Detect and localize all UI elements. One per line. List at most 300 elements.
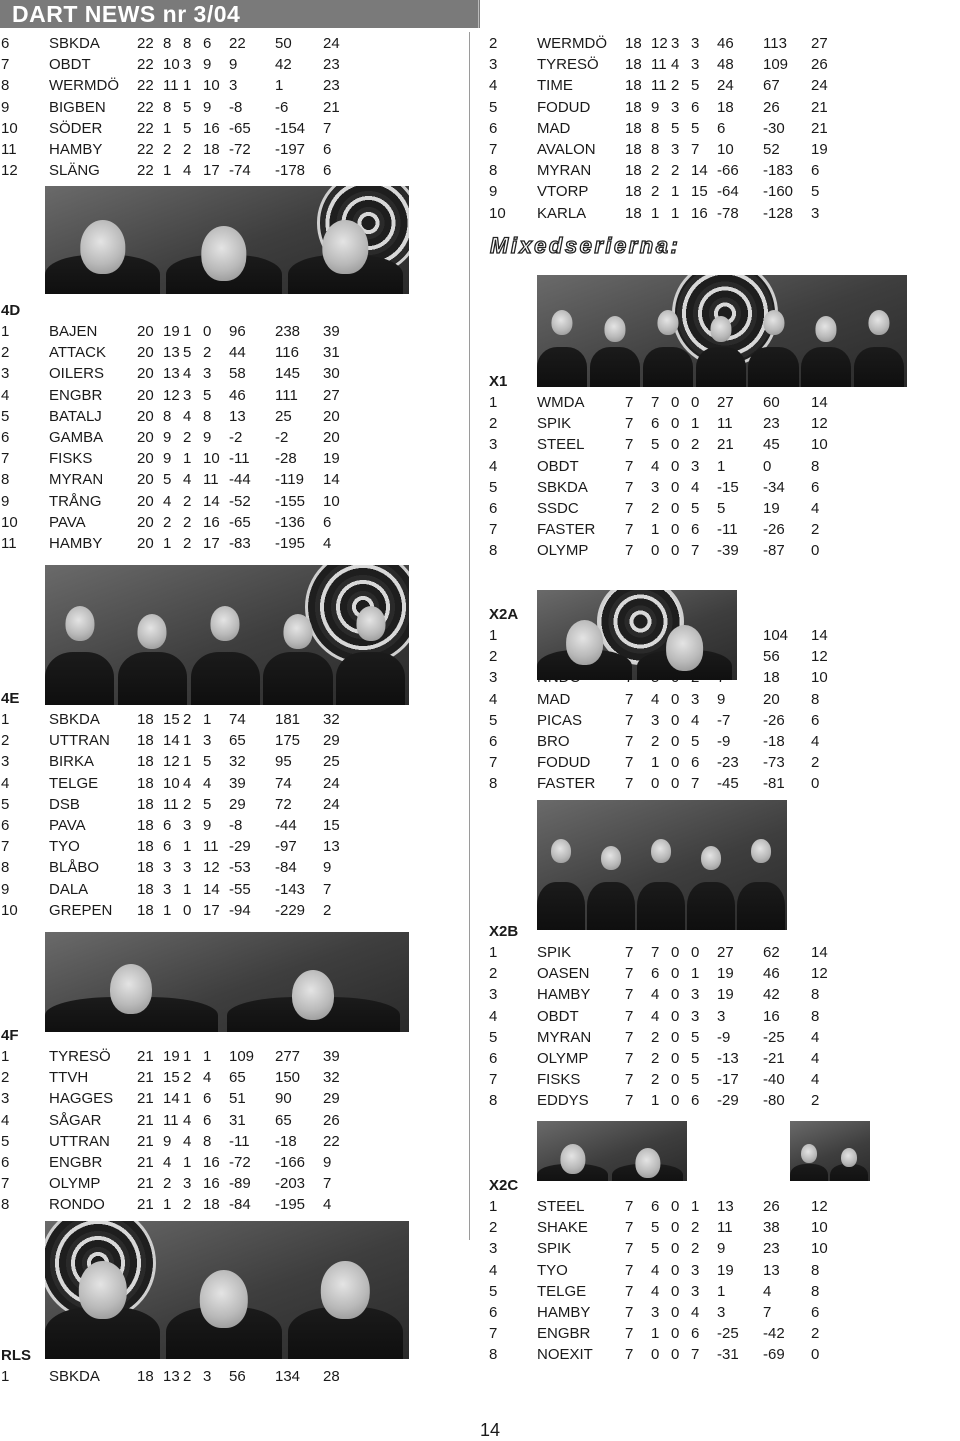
table-row (489, 75, 841, 96)
table-cell: 6 (651, 415, 660, 433)
table-cell: 6 (1, 1154, 10, 1172)
table-cell: -42 (763, 1325, 785, 1343)
table-cell: 4 (811, 1071, 820, 1089)
table-cell: 2 (811, 754, 820, 772)
table-cell: 4 (691, 711, 700, 729)
table-cell: 21 (137, 1154, 154, 1172)
table-cell: -17 (717, 1071, 739, 1089)
face (651, 839, 671, 863)
table-cell: 13 (323, 838, 340, 856)
table-cell: 8 (1, 77, 10, 95)
table-cell: 20 (137, 429, 154, 447)
table-cell: 13 (229, 407, 246, 425)
table-cell: FISKS (537, 1071, 581, 1089)
table-cell: 14 (811, 627, 828, 645)
table-row (489, 984, 841, 1005)
table-cell: 21 (137, 1090, 154, 1108)
table-cell: 39 (229, 774, 246, 792)
table-row (1, 1152, 353, 1173)
table-cell: 2 (651, 1028, 660, 1046)
table-cell: -83 (229, 534, 251, 552)
table-cell: 14 (203, 880, 220, 898)
table-row (1, 160, 353, 181)
face (323, 220, 368, 274)
torso (687, 882, 735, 931)
person-silhouette (587, 823, 635, 930)
table-cell: OLYMP (537, 542, 589, 560)
table-cell: 65 (229, 1069, 246, 1087)
table-cell: 1 (163, 162, 172, 180)
table-cell: SBKDA (49, 35, 100, 53)
table-cell: 24 (811, 77, 828, 95)
table-cell: 0 (671, 965, 680, 983)
table-cell: 18 (137, 774, 154, 792)
table-cell: 0 (671, 478, 680, 496)
team-photo-1 (45, 186, 409, 294)
table-cell: 5 (489, 711, 498, 729)
table-row (1, 773, 353, 794)
table-cell: 8 (651, 119, 660, 137)
table-cell: 9 (203, 429, 212, 447)
table-cell: 5 (811, 183, 820, 201)
table-cell: 1 (489, 627, 498, 645)
table-cell: 9 (203, 98, 212, 116)
table-cell: -65 (229, 513, 251, 531)
table-cell: 9 (651, 98, 660, 116)
table-cell: OBDT (49, 56, 91, 74)
table-row (1, 857, 353, 878)
table-cell: 7 (625, 944, 634, 962)
table-cell: BAJEN (49, 323, 98, 341)
table-cell: 27 (811, 35, 828, 53)
table-cell: -178 (275, 162, 306, 180)
table-cell: -53 (229, 859, 251, 877)
table-cell: 2 (691, 436, 700, 454)
table-cell: 8 (163, 407, 172, 425)
person-silhouette (166, 207, 281, 294)
table-cell: 12 (811, 965, 828, 983)
torso (801, 347, 851, 387)
table-row (1, 469, 353, 490)
table-cell: 10 (811, 436, 828, 454)
table-cell: 12 (1, 162, 18, 180)
table-cell: 56 (763, 648, 780, 666)
table-cell: 11 (1, 141, 17, 159)
table-cell: 3 (1, 753, 10, 771)
table-cell: 46 (229, 386, 246, 404)
table-row (489, 477, 841, 498)
header-divider (478, 0, 479, 28)
table-cell: 4 (811, 1050, 820, 1068)
table-cell: 67 (763, 77, 780, 95)
table-cell: 6 (651, 965, 660, 983)
table-cell: 7 (625, 1240, 634, 1258)
table-cell: 95 (275, 753, 292, 771)
table-cell: 1 (183, 838, 192, 856)
table-cell: 0 (671, 690, 680, 708)
table-cell: 19 (323, 450, 340, 468)
table-cell: 29 (229, 795, 246, 813)
table-cell: 52 (763, 141, 780, 159)
table-cell: 5 (691, 77, 700, 95)
table-cell: 7 (625, 1346, 634, 1364)
table-cell: SÅGAR (49, 1111, 102, 1129)
table-cell: 0 (671, 986, 680, 1004)
table-cell: 13 (163, 1368, 180, 1386)
table-row (1, 406, 353, 427)
table-cell: 21 (137, 1132, 154, 1150)
table-cell: 18 (137, 753, 154, 771)
table-cell: 7 (625, 478, 634, 496)
table-cell: 2 (489, 1219, 498, 1237)
table-cell: 5 (1, 795, 10, 813)
table-cell: -87 (763, 542, 785, 560)
face (200, 1270, 248, 1328)
table-row (489, 710, 841, 731)
table-cell: 5 (691, 500, 700, 518)
table-cell: 116 (275, 344, 299, 362)
table-cell: 1 (183, 1048, 192, 1066)
table-cell: 4 (489, 690, 498, 708)
table-cell: 0 (691, 394, 700, 412)
table-cell: 1 (203, 711, 212, 729)
table-cell: BLÅBO (49, 859, 100, 877)
table-cell: 5 (163, 471, 172, 489)
table-cell: HAMBY (49, 534, 103, 552)
table-cell: OBDT (537, 457, 579, 475)
table-cell: 18 (625, 119, 642, 137)
table-cell: 2 (163, 513, 172, 531)
face (604, 316, 625, 341)
table-cell: STEEL (537, 436, 585, 454)
table-cell: 1 (717, 457, 726, 475)
table-cell: 3 (1, 365, 10, 383)
table-cell: 1 (1, 323, 10, 341)
table-cell: 3 (691, 1261, 700, 1279)
table-cell: 10 (489, 204, 506, 222)
table-cell: 8 (811, 690, 820, 708)
table-cell: 0 (651, 542, 660, 560)
table-cell: 3 (671, 98, 680, 116)
table-cell: 22 (137, 56, 154, 74)
table-cell: 21 (717, 436, 734, 454)
table-cell: HAMBY (49, 141, 103, 159)
table-cell: 22 (137, 162, 154, 180)
table-cell: 1 (1, 711, 10, 729)
table-cell: 1 (651, 1092, 660, 1110)
table-cell: 2 (811, 1092, 820, 1110)
table-cell: AVALON (537, 141, 596, 159)
table-cell: 18 (137, 859, 154, 877)
table-cell: 5 (691, 119, 700, 137)
torso (643, 347, 693, 387)
table-cell: 7 (625, 775, 634, 793)
team-photo-7 (537, 800, 787, 930)
table-cell: 2 (671, 162, 680, 180)
table-row (489, 456, 841, 477)
table-cell: 7 (1, 838, 10, 856)
table-cell: 16 (203, 119, 220, 137)
table-cell: -119 (275, 471, 304, 489)
torso (191, 652, 260, 705)
table-cell: -11 (229, 1132, 250, 1150)
face (356, 606, 385, 641)
table-row (489, 1048, 841, 1069)
person-silhouette (227, 952, 400, 1032)
table-cell: 19 (717, 965, 734, 983)
table-cell: 8 (163, 35, 172, 53)
face (80, 220, 125, 274)
table-cell: 9 (323, 1154, 332, 1172)
table-4d (1, 300, 353, 554)
table-cell: 19 (717, 1261, 734, 1279)
table-cell: 18 (137, 880, 154, 898)
torso (537, 882, 585, 931)
table-cell: 0 (671, 500, 680, 518)
table-cell: 18 (625, 35, 642, 53)
table-cell: -89 (229, 1175, 251, 1193)
table-top-right (489, 33, 841, 224)
table-cell: 22 (137, 35, 154, 53)
table-cell: GAMBA (49, 429, 104, 447)
table-cell: 7 (691, 775, 700, 793)
table-cell: 20 (137, 534, 154, 552)
table-cell: 4 (183, 1132, 192, 1150)
table-cell: SPIK (537, 944, 572, 962)
table-cell: 17 (203, 901, 220, 919)
table-cell: FASTER (537, 521, 596, 539)
table-row (1, 75, 353, 96)
person-silhouette (696, 296, 746, 387)
table-row (1, 1366, 353, 1387)
table-cell: 56 (229, 1368, 246, 1386)
table-cell: -143 (275, 880, 306, 898)
table-cell: 3 (671, 141, 680, 159)
table-cell: MAD (537, 119, 571, 137)
table-cell: 3 (489, 986, 498, 1004)
table-cell: 5 (691, 1071, 700, 1089)
table-row (1, 1088, 353, 1109)
table-row (1, 512, 353, 533)
table-cell: 0 (203, 323, 212, 341)
person-silhouette (191, 589, 260, 705)
table-cell: TTVH (49, 1069, 89, 1087)
table-cell: 18 (763, 669, 780, 687)
table-cell: -136 (275, 513, 306, 531)
table-cell: 8 (183, 35, 192, 53)
table-cell: GREPEN (49, 901, 113, 919)
table-cell: 11 (163, 1111, 179, 1129)
table-cell: 18 (137, 1368, 154, 1386)
table-cell: 10 (323, 492, 340, 510)
table-row (489, 118, 841, 139)
table-cell: 1 (163, 119, 172, 137)
table-cell: -66 (717, 162, 739, 180)
face (635, 1148, 660, 1178)
table-row (489, 1302, 841, 1323)
table-row (1, 363, 353, 384)
page-title: DART NEWS nr 3/04 (12, 1, 241, 27)
table-row (1, 33, 353, 54)
table-cell: 9 (229, 56, 238, 74)
face (566, 620, 604, 665)
table-row (1, 836, 353, 857)
table-cell: 2 (183, 534, 192, 552)
table-cell: 5 (203, 386, 212, 404)
face (710, 316, 731, 341)
table-cell: 2 (323, 901, 332, 919)
face (551, 839, 571, 863)
table-row (489, 33, 841, 54)
table-cell: 5 (671, 119, 680, 137)
table-cell: 3 (183, 859, 192, 877)
table-top-left (1, 33, 353, 181)
table-cell: -195 (275, 1196, 306, 1214)
table-cell: -52 (229, 492, 251, 510)
person-silhouette (166, 1245, 281, 1359)
table-cell: 4 (651, 1007, 660, 1025)
table-cell: 10 (811, 1240, 828, 1258)
table-cell: 3 (489, 56, 498, 74)
table-cell: SBKDA (537, 478, 588, 496)
table-row (489, 1027, 841, 1048)
table-cell: 3 (717, 1007, 726, 1025)
table-cell: 0 (671, 521, 680, 539)
table-cell: MYRAN (49, 471, 104, 489)
table-cell: 11 (717, 1219, 733, 1237)
table-cell: 74 (229, 711, 246, 729)
table-cell: 24 (323, 35, 340, 53)
table-cell: 16 (763, 1007, 780, 1025)
person-silhouette (612, 1137, 683, 1181)
person-silhouette (637, 609, 732, 680)
table-cell: 6 (811, 478, 820, 496)
table-cell: OILERS (49, 365, 105, 383)
table-cell: 0 (671, 415, 680, 433)
table-cell: 6 (489, 500, 498, 518)
table-cell: 6 (1, 817, 10, 835)
masthead (0, 0, 480, 28)
table-cell: 1 (183, 1154, 192, 1172)
table-cell: 3 (691, 457, 700, 475)
table-cell: 4 (489, 457, 498, 475)
table-cell: 134 (275, 1368, 301, 1386)
table-cell: 2 (183, 429, 192, 447)
table-cell: 5 (717, 500, 726, 518)
table-cell: 21 (323, 98, 340, 116)
table-cell: 11 (203, 471, 219, 489)
division-label: X1 (489, 373, 508, 390)
table-cell: 7 (625, 965, 634, 983)
table-cell: NOEXIT (537, 1346, 593, 1364)
person-silhouette (118, 589, 187, 705)
table-cell: 4 (1, 1111, 10, 1129)
table-cell: 18 (137, 711, 154, 729)
table-cell: 20 (763, 690, 780, 708)
table-cell: 15 (163, 711, 180, 729)
table-cell: 46 (763, 965, 780, 983)
table-cell: 20 (323, 429, 340, 447)
person-silhouette (748, 296, 798, 387)
table-cell: 0 (671, 457, 680, 475)
table-cell: 2 (489, 648, 498, 666)
table-cell: 2 (183, 513, 192, 531)
table-cell: ATTACK (49, 344, 106, 362)
person-silhouette (288, 207, 403, 294)
table-cell: 4 (651, 690, 660, 708)
table-cell: 6 (163, 817, 172, 835)
table-cell: 3 (489, 669, 498, 687)
table-cell: 18 (137, 838, 154, 856)
table-cell: RONDO (49, 1196, 105, 1214)
table-row (489, 1344, 841, 1365)
table-cell: 3 (229, 77, 238, 95)
table-cell: -18 (275, 1132, 297, 1150)
table-cell: -64 (717, 183, 739, 201)
table-row (489, 540, 841, 561)
standings-table (1, 321, 353, 554)
table-cell: TYO (49, 838, 80, 856)
table-cell: 1 (489, 394, 498, 412)
table-cell: 8 (1, 1196, 10, 1214)
face (211, 606, 240, 641)
torso (263, 652, 332, 705)
table-cell: 27 (717, 944, 734, 962)
table-cell: -74 (229, 162, 251, 180)
table-cell: 1 (183, 77, 192, 95)
division-label: 4F (1, 1027, 19, 1044)
table-cell: 6 (691, 1092, 700, 1110)
table-cell: SHAKE (537, 1219, 588, 1237)
table-cell: 26 (763, 98, 780, 116)
table-cell: 12 (163, 386, 180, 404)
table-cell: 9 (323, 859, 332, 877)
table-cell: 4 (651, 457, 660, 475)
table-cell: 6 (651, 1198, 660, 1216)
table-cell: 4 (811, 1028, 820, 1046)
table-x2b (489, 921, 841, 1112)
table-cell: 3 (203, 365, 212, 383)
table-cell: 7 (625, 986, 634, 1004)
table-cell: 3 (489, 1240, 498, 1258)
table-cell: 26 (763, 1198, 780, 1216)
table-cell: 1 (651, 754, 660, 772)
table-row (1, 118, 353, 139)
table-cell: 27 (323, 386, 340, 404)
table-cell: 7 (1, 1175, 10, 1193)
table-cell: 6 (489, 1050, 498, 1068)
table-cell: 111 (275, 386, 298, 404)
table-cell: 0 (763, 457, 772, 475)
table-cell: 44 (229, 344, 246, 362)
table-cell: 4 (183, 774, 192, 792)
table-cell: 18 (203, 1196, 220, 1214)
table-row (489, 1238, 841, 1259)
table-cell: 10 (1, 119, 18, 137)
table-row (489, 498, 841, 519)
table-cell: 1 (691, 1198, 700, 1216)
table-cell: 4 (691, 478, 700, 496)
table-cell: -84 (229, 1196, 251, 1214)
table-cell: 24 (323, 774, 340, 792)
table-cell: 14 (163, 732, 180, 750)
table-cell: 5 (489, 98, 498, 116)
face (763, 310, 784, 335)
face (552, 310, 573, 335)
table-row (1, 1173, 353, 1194)
table-cell: 11 (651, 77, 667, 95)
table-cell: -26 (763, 521, 785, 539)
